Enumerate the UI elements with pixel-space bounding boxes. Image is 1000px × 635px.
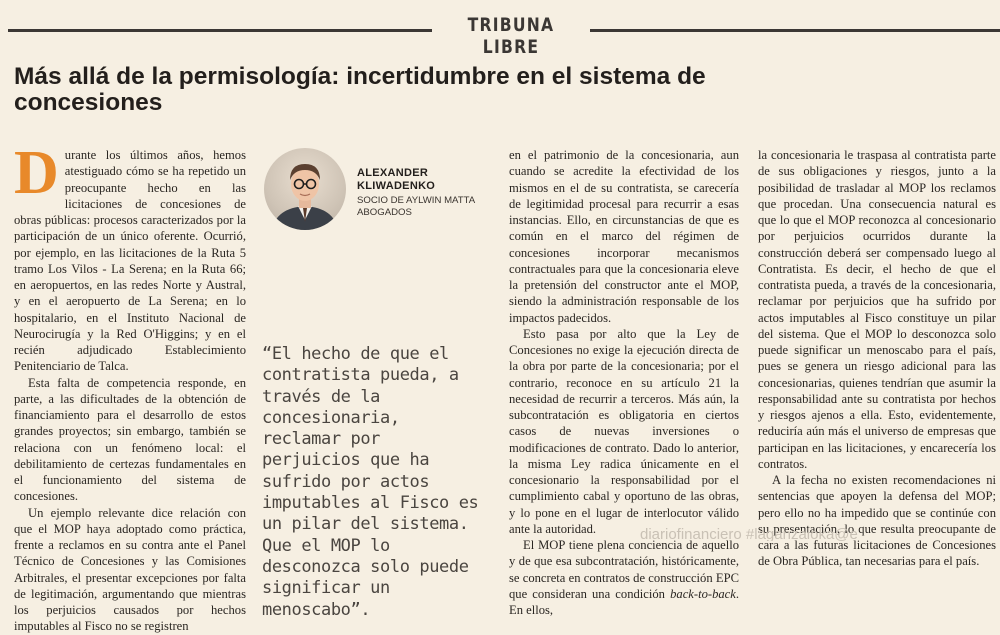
paragraph: en el patrimonio de la concesionaria, aun cuando se acredite la efectividad de los mismos en el de su contratista, se carecería de legitimidad procesal para recurrir a esas instancias. Ello, en circunstancias de que es común en el marco del régimen de concesiones incorporar mecanismos contractuales para que la concesionaria eleve la pretensión del constructor ante el MOP, siendo la administración responsable de los impactos padecidos. [509,148,739,325]
headline: Más allá de la permisología: incertidumbre en el sistema de concesiones [14,63,706,116]
paragraph [14,139,246,375]
paragraph-text: urante los últimos años, hemos atestiguado cómo se ha repetido un preocupante hecho en las licitaciones de concesiones de obras públicas: procesos caracterizados por la participación de un único oferente. Ocurrió, por ejemplo, en las licitaciones de la Ruta 5 tramo Los Vilos - La Serena; en la Ruta 66; en aeropuertos, en las redes Norte y Austral, y en el aeropuerto de La Serena; en lo hospitalario, en el Instituto Nacional de Neurocirugía y la Red O'Higgins; y en el recién adjudicado Establecimiento Penitenciario de Talca. [14,148,246,374]
emphasis-term: back-to-back [670,586,736,601]
paragraph: A la fecha no existen recomendaciones ni sentencias que apoyen la defensa del MOP; pero ello no ha impedido que se continúe con su presentación, lo que resulta preocupante de cara a las futuras licitaciones de Concesiones de Obra Pública, tan necesarias para el país. [758,473,996,569]
author-role: SOCIO DE AYLWIN MATTA ABOGADOS [357,195,475,218]
section-rule-left [8,29,432,32]
column-4 [758,147,996,570]
pullquote: “El hecho de que el contratista pueda, a través de la concesionaria, reclamar por perjuicios que ha sufrido por actos imputables al Fisco es un pilar del sistema. Que el MOP lo desconozca solo puede significar un menoscabo”. [262,344,479,620]
author-name: ALEXANDER KLIWADENKO [357,167,436,192]
dropcap: D [14,139,59,207]
paragraph-text: . En ellos, [509,586,739,617]
column-3 [509,147,739,618]
section-rule-right [590,29,1000,32]
paragraph-text: El MOP tiene plena conciencia de aquello y de que esa subcontratación, históricamente, se concreta en contratos de construcción EPC que consideran una condición [509,538,739,601]
paragraph [509,537,739,618]
section-label: TRIBUNA LIBRE [467,14,555,58]
paragraph: la concesionaria le traspasa al contratista parte de sus obligaciones y riesgos, junto a la posibilidad de trasladar al MOP los reclamos que procedan. Una consecuencia natural es que lo que el MOP reconozca al concesionario por perjuicios ocurridos durante la construcción deberá ser compensado luego al Contratista. Es decir, el hecho de que el contratista pueda, a través de la concesionaria, reclamar por perjuicios que ha sufrido por actos imputables al Fisco constituye un pilar del sistema. Que el MOP lo desconozca solo puede significar un menoscabo para el país, pues se genera un riesgo adicional para las concesionarias, quienes tendrían que asumir la responsabilidad ante su contratista por hechos y riesgos ajenos a ella. Esto, evidentemente, reduciría aún más el universo de empresas que participan en las licitaciones, y encarecería los contratos. [758,148,996,471]
watermark: diariofinanciero #laganzaloka@e [640,526,858,541]
paragraph: Esta falta de competencia responde, en parte, a las dificultades de la obtención de financiamiento para el desarrollo de estos grandes proyectos; sin embargo, también se relaciona con un fenómeno local: el debilitamiento de certezas fundamentales en el funcionamiento del sistema de concesiones. [14,375,246,504]
paragraph: Un ejemplo relevante dice relación con que el MOP haya adoptado como práctica, frente a reclamos en su contra ante el Panel Técnico de Concesiones y las Comisiones Arbitrales, el presentar excepciones por falta de legitimación, argumentando que mientras los perjuicios causados por hechos imputables al Fisco no se registren [14,505,246,634]
paragraph: Esto pasa por alto que la Ley de Concesiones no exige la ejecución directa de la obra por parte de la concesionaria; por el contrario, reconoce en su artículo 21 la necesidad de recurrir a terceros. Más aún, la subcontratación es obligatoria en ciertos casos de nuevas inversiones o modificaciones de contrato. Dado lo anterior, la misma Ley radica únicamente en el concesionario la responsabilidad por el cumplimiento cabal y oportuno de las obras, y lo pone en el lugar de interlocutor válido ante la autoridad. [509,326,739,536]
author-portrait-icon [264,148,346,230]
column-1 [14,139,246,635]
author-avatar [264,148,346,230]
